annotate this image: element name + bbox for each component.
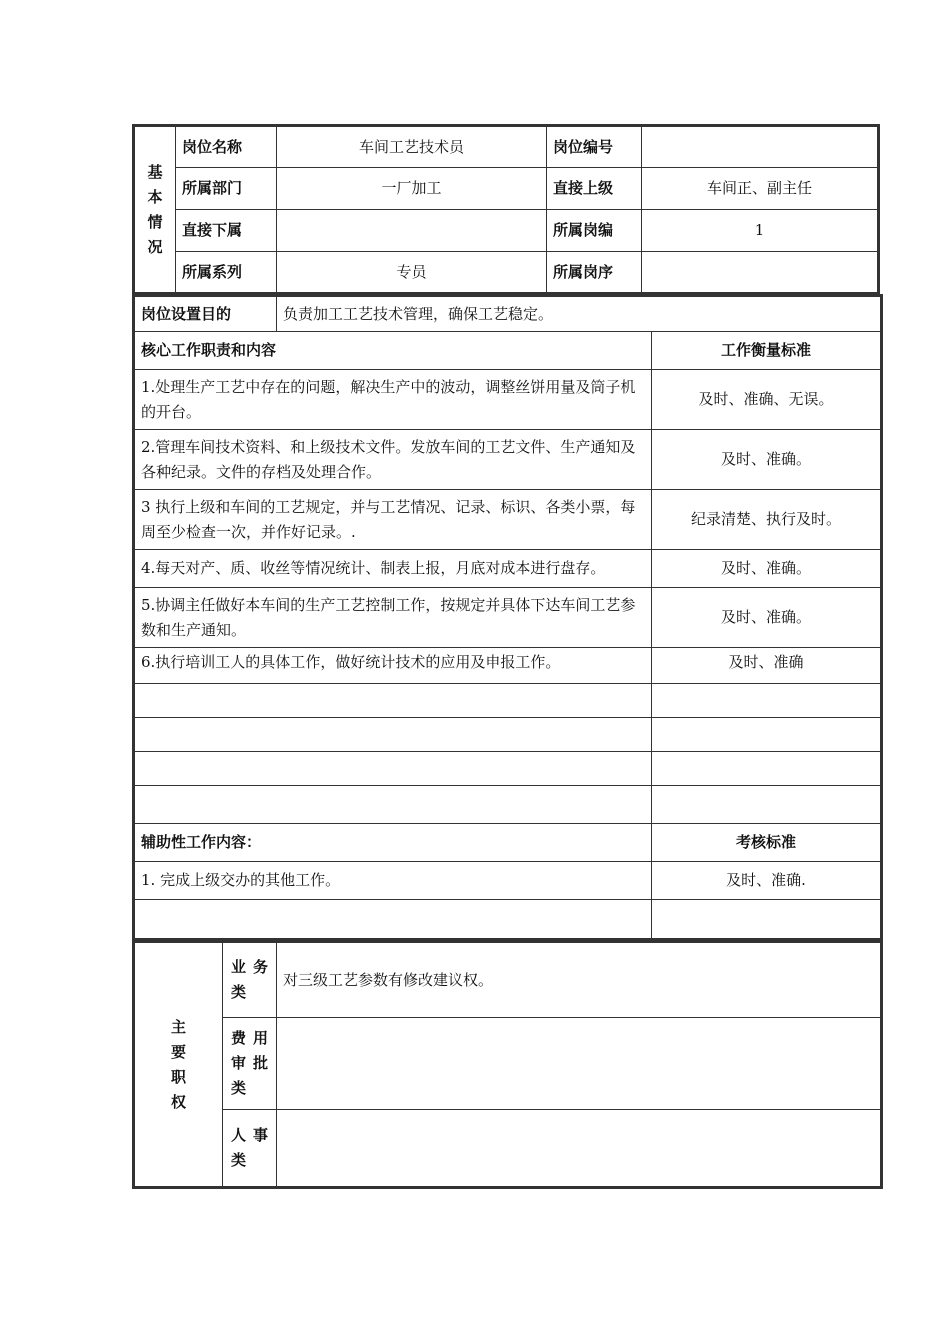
position-rank-label: 所属岗序 — [547, 252, 642, 294]
expense-authority-text — [277, 1018, 882, 1110]
aux-duty-row — [134, 862, 882, 900]
basic-info-row — [134, 126, 879, 168]
authority-section-label: 主 要 职 权 — [134, 942, 223, 1188]
series-label: 所属系列 — [176, 252, 277, 294]
core-duty-row — [134, 430, 882, 490]
series-value: 专员 — [277, 252, 547, 294]
direct-subordinate-value — [277, 210, 547, 252]
department-value: 一厂加工 — [277, 168, 547, 210]
aux-duty-standard: 及时、准确. — [652, 862, 882, 900]
core-duty-text: 1.处理生产工艺中存在的问题，解决生产中的波动，调整丝饼用量及筒子机的开台。 — [134, 370, 652, 430]
position-quota-value: 1 — [642, 210, 879, 252]
core-duty-row — [134, 550, 882, 588]
business-authority-text: 对三级工艺参数有修改建议权。 — [277, 942, 882, 1018]
core-standard-header: 工作衡量标准 — [652, 332, 882, 370]
position-name-value: 车间工艺技术员 — [277, 126, 547, 168]
aux-standard-header: 考核标准 — [652, 824, 882, 862]
position-quota-label: 所属岗编 — [547, 210, 642, 252]
purpose-text: 负责加工工艺技术管理，确保工艺稳定。 — [277, 296, 882, 332]
authority-table — [132, 940, 883, 1189]
basic-info-table — [132, 124, 880, 295]
department-label: 所属部门 — [176, 168, 277, 210]
basic-info-row — [134, 210, 879, 252]
position-number-value — [642, 126, 879, 168]
core-duty-row — [134, 490, 882, 550]
core-duty-text: 6.执行培训工人的具体工作，做好统计技术的应用及申报工作。 — [134, 648, 652, 684]
business-category-label: 业 务 类 — [223, 942, 277, 1018]
direct-superior-value: 车间正、副主任 — [642, 168, 879, 210]
core-duty-text: 4.每天对产、质、收丝等情况统计、制表上报，月底对成本进行盘存。 — [134, 550, 652, 588]
basic-info-section-label: 基 本 情 况 — [134, 126, 176, 294]
purpose-label: 岗位设置目的 — [134, 296, 277, 332]
personnel-authority-text — [277, 1110, 882, 1188]
core-duty-standard: 及时、准确。 — [652, 550, 882, 588]
basic-info-row — [134, 168, 879, 210]
authority-row — [134, 1018, 882, 1110]
core-duty-row — [134, 588, 882, 648]
direct-subordinate-label: 直接下属 — [176, 210, 277, 252]
empty-row — [134, 786, 882, 824]
direct-superior-label: 直接上级 — [547, 168, 642, 210]
position-name-label: 岗位名称 — [176, 126, 277, 168]
position-number-label: 岗位编号 — [547, 126, 642, 168]
aux-duties-header: 辅助性工作内容： — [134, 824, 652, 862]
empty-row — [134, 684, 882, 718]
aux-duties-header-row — [134, 824, 882, 862]
core-duty-row — [134, 648, 882, 684]
duties-table — [132, 294, 883, 941]
core-duties-header-row — [134, 332, 882, 370]
core-duty-standard: 及时、准确 — [652, 648, 882, 684]
job-description-form — [132, 124, 880, 1189]
core-duty-text: 3 执行上级和车间的工艺规定，并与工艺情况、记录、标识、各类小票，每周至少检查一次，并作好记录。. — [134, 490, 652, 550]
expense-category-label: 费 用 审 批 类 — [223, 1018, 277, 1110]
authority-row — [134, 1110, 882, 1188]
purpose-row — [134, 296, 882, 332]
core-duty-standard: 及时、准确。 — [652, 430, 882, 490]
core-duty-standard: 及时、准确、无误。 — [652, 370, 882, 430]
core-duty-text: 5.协调主任做好本车间的生产工艺控制工作，按规定并具体下达车间工艺参数和生产通知。 — [134, 588, 652, 648]
core-duty-text: 2.管理车间技术资料、和上级技术文件。发放车间的工艺文件、生产通知及各种纪录。文件的存档及处理合作。 — [134, 430, 652, 490]
basic-info-row — [134, 252, 879, 294]
empty-row — [134, 718, 882, 752]
core-duty-row — [134, 370, 882, 430]
personnel-category-label: 人 事 类 — [223, 1110, 277, 1188]
core-duty-standard: 纪录清楚、执行及时。 — [652, 490, 882, 550]
aux-duty-text: 1. 完成上级交办的其他工作。 — [134, 862, 652, 900]
position-rank-value — [642, 252, 879, 294]
empty-row — [134, 900, 882, 940]
core-duty-standard: 及时、准确。 — [652, 588, 882, 648]
authority-row — [134, 942, 882, 1018]
empty-row — [134, 752, 882, 786]
core-duties-header: 核心工作职责和内容 — [134, 332, 652, 370]
